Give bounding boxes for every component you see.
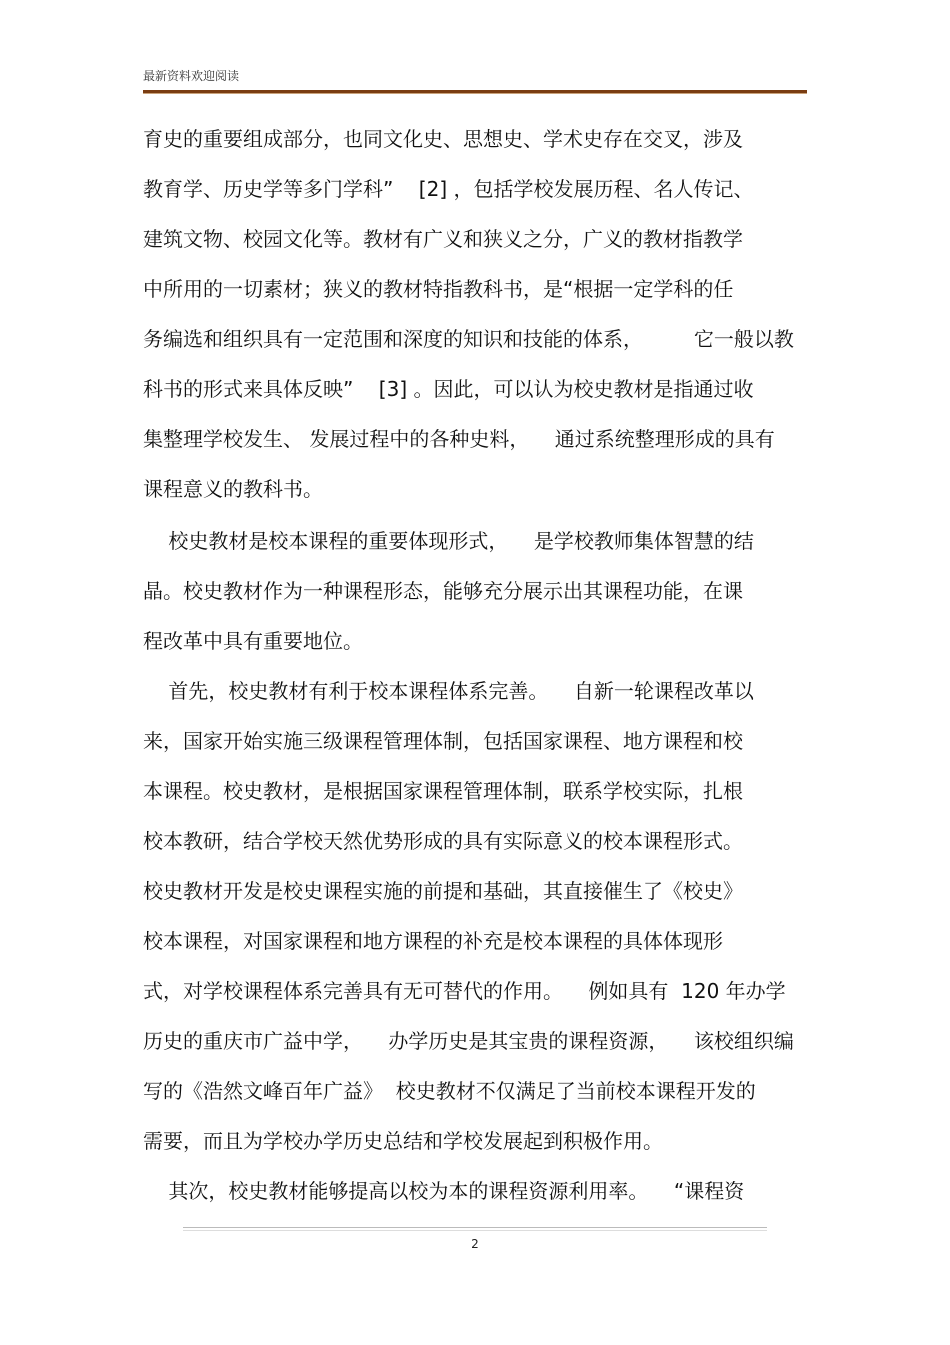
text-line: 来，国家开始实施三级课程管理体制，包括国家课程、地方课程和校 <box>143 729 743 753</box>
text-line: 历史的重庆市广益中学， 办学历史是其宝贵的课程资源， 该校组织编 <box>143 1029 794 1053</box>
page-number: 2 <box>471 1237 479 1251</box>
header-text: 最新资料欢迎阅读 <box>143 69 240 83</box>
text-line: 科书的形式来具体反映” [3] 。因此，可以认为校史教材是指通过收 <box>143 377 754 401</box>
text-line: 本课程。校史教材，是根据国家课程管理体制，联系学校实际，扎根 <box>143 779 743 803</box>
text-line: 中所用的一切素材；狭义的教材特指教科书，是“根据一定学科的任 <box>143 277 734 301</box>
text-line: 校本课程，对国家课程和地方课程的补充是校本课程的具体体现形 <box>143 929 723 953</box>
text-line: 务编选和组织具有一定范围和深度的知识和技能的体系， 它一般以教 <box>143 327 794 351</box>
text-line: 校史教材开发是校史课程实施的前提和基础，其直接催生了《校史》 <box>143 879 743 903</box>
text-line: 校本教研，结合学校天然优势形成的具有实际意义的校本课程形式。 <box>143 829 743 853</box>
text-line: 育史的重要组成部分，也同文化史、思想史、学术史存在交叉，涉及 <box>143 127 743 151</box>
text-line: 需要，而且为学校办学历史总结和学校发展起到积极作用。 <box>143 1129 663 1153</box>
header-rule <box>143 90 807 94</box>
text-line: 集整理学校发生、 发展过程中的各种史料， 通过系统整理形成的具有 <box>143 427 775 451</box>
text-line: 建筑文物、校园文化等。教材有广义和狭义之分，广义的教材指教学 <box>143 227 743 251</box>
text-line: 校史教材是校本课程的重要体现形式， 是学校教师集体智慧的结 <box>143 529 754 553</box>
footer-rule <box>183 1227 767 1228</box>
footer-rule <box>183 1230 767 1231</box>
text-line: 教育学、历史学等多门学科” [2] ，包括学校发展历程、名人传记、 <box>143 177 754 201</box>
text-line: 其次，校史教材能够提高以校为本的课程资源利用率。 “课程资 <box>143 1179 745 1203</box>
text-line: 首先，校史教材有利于校本课程体系完善。 自新一轮课程改革以 <box>143 679 754 703</box>
text-line: 式，对学校课程体系完善具有无可替代的作用。 例如具有 120 年办学 <box>143 979 786 1003</box>
text-line: 课程意义的教科书。 <box>143 477 323 501</box>
text-line: 写的《浩然文峰百年广益》 校史教材不仅满足了当前校本课程开发的 <box>143 1079 756 1103</box>
text-line: 程改革中具有重要地位。 <box>143 629 363 653</box>
text-line: 晶。校史教材作为一种课程形态，能够充分展示出其课程功能，在课 <box>143 579 743 603</box>
